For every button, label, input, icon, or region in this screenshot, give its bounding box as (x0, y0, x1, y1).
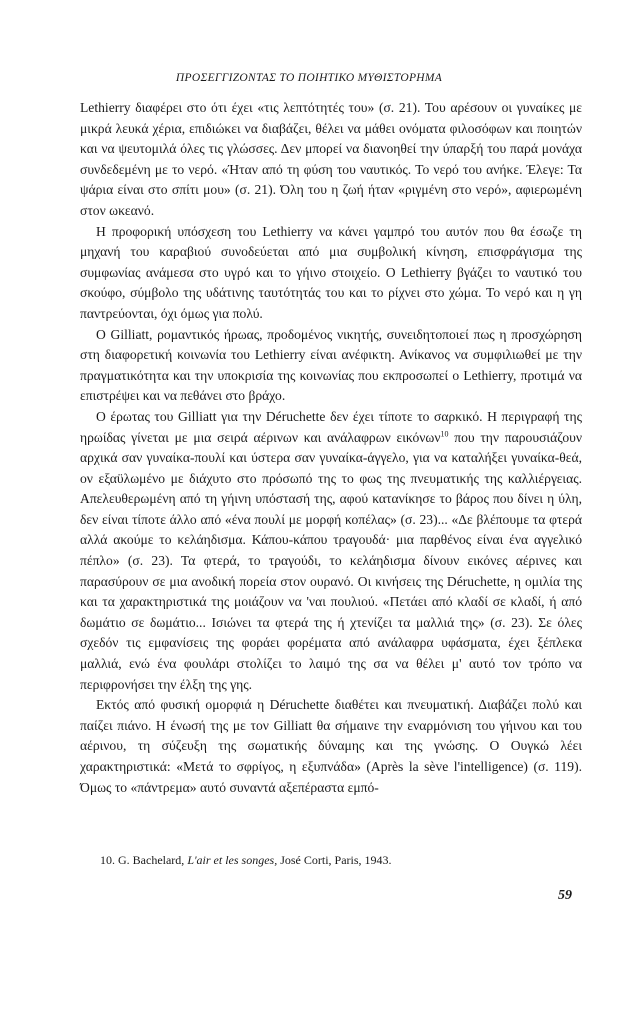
footnote-publisher: José Corti, Paris, 1943. (280, 853, 392, 867)
footnote-number: 10. (100, 853, 115, 867)
paragraph-4 (80, 407, 582, 695)
paragraph-3: Ο Gilliatt, ρομαντικός ήρωας, προδομένος νικητής, συνειδητοποιεί πως η προσχώρηση στη διαφορετική κοινωνία του Lethierry είναι ανέφικτη. Ανίκανος να συμφιλιωθεί με την πραγματικότητα και την υποκρισία της κοινωνίας που εκπροσωπεί ο Lethierry, προτιμά να επιστρέψει και να πεθάνει στο βράχο. (80, 326, 582, 404)
paragraph-4-rest: που την παρουσιάζουν αρχικά σαν γυναίκα-πουλί και ύστερα σαν γυναίκα-άγγελο, για να καταλήξει γυναίκα-θεά, ον εξαϋλωμένο με διάχυτο στο πρόσωπό της το φως της πνευματικής της καλλιέργειας. Απελευθερωμένη από τη γήινη υπόστασή της, αφού κατανίκησε το βάρος που δίνει η ύλη, δεν είναι τίποτε άλλο από «ένα πουλί με μορφή κοπέλας» (σ. 23)... «Δε βλέπουμε τα φτερά αλλά ακούμε το κελάηδισμα. Κάπου-κάπου τραγουδά· μια παρθένος είναι ένα αγγελικό πέπλο» (σ. 23). Τα φτερά, το τραγούδι, το κελάηδισμα δίνουν εικόνες αέρινες και παρασύρουν σε μια ανοδική πορεία στον ουρανό. Οι κινήσεις της Déruchette, η ομιλία της και τα χαρακτηριστικά της μοιάζουν να 'ναι πουλιού. «Πετάει από κλαδί σε κλαδί, ή από δωμάτιο σε δωμάτιο... Ισιώνει τα φτερά της ή χτενίζει τα μαλλιά της» (σ. 23). Σε όλες σχεδόν τις εμφανίσεις της φοράει φορέματα από ανάλαφρα υφάσματα, έχει ξέπλεκα μαλλιά, ενώ ένα φουλάρι στολίζει το λαιμό της σα να θέλει μ' αυτό τον τρόπο να περιφρονήσει την έλξη της γης. (80, 429, 582, 692)
paragraph-1: Lethierry διαφέρει στο ότι έχει «τις λεπτότητές του» (σ. 21). Του αρέσουν οι γυναίκες με μικρά λευκά χέρια, επιδιώκει να διαβάζει, θέλει να μάθει ονόματα φιλοσόφων και ποιητών και να ψευτομιλά όλες τις γλώσσες. Δεν μπορεί να διανοηθεί την ύπαρξή του παρά μονάχα συνδεδεμένη με το νερό. «Ήταν από τη φύση του ναυτικός. Το νερό του ανήκε. Έλεγε: Τα ψάρια είναι στο σπίτι μου» (σ. 21). Όλη του η ζωή ήταν «ριγμένη στο νερό», αφιερωμένη στον ωκεανό. (80, 100, 582, 218)
paragraph-5: Εκτός από φυσική ομορφιά η Déruchette διαθέτει και πνευματική. Διαβάζει πολύ και παίζει πιάνο. Η ένωσή της με τον Gilliatt θα σήμαινε την εναρμόνιση του γήινου και του αέρινου, τη σύζευξη της σωματικής δύναμης και της γνώσης. Ο Ουγκώ λέει χαρακτηριστικά: «Μετά το σφρίγος, η εξυπνάδα» (Après la sève l'intelligence) (σ. 119). Όμως το «πάντρεμα» αυτό συναντά αξεπέραστα εμπό- (80, 697, 582, 795)
body-text (80, 98, 582, 798)
footnote-reference: 10 (440, 428, 449, 438)
footnote-author: G. Bachelard, (118, 853, 185, 867)
paragraph-4-start: Ο έρωτας του Gilliatt για την Déruchette δεν έχει τίποτε το σαρκικό. Η περιγραφή της ηρωίδας γίνεται με μια σειρά αέρινων και ανάλαφρων εικόνων (80, 408, 582, 445)
footnote-title: L'air et les songes, (187, 853, 278, 867)
paragraph-2: Η προφορική υπόσχεση του Lethierry να κάνει γαμπρό του αυτόν που θα έσωζε τη μηχανή του καραβιού συνοδεύεται από μια συμβολική κίνηση, επισφράγισμα της συμφωνίας ανάμεσα στο υγρό και το γήινο στοιχείο. Ο Lethierry βγάζει το ναυτικό του σκούφο, σύμβολο της υδάτινης ταυτότητάς του και το ρίχνει στο χώμα. Το νερό και η γη παντρεύονται, όχι όμως για πολύ. (80, 223, 582, 321)
running-head: ΠΡΟΣΕΓΓΙΖΟΝΤΑΣ ΤΟ ΠΟΙΗΤΙΚΟ ΜΥΘΙΣΤΟΡΗΜΑ (175, 72, 443, 84)
page-number: 59 (558, 888, 572, 903)
footnote (100, 852, 580, 868)
